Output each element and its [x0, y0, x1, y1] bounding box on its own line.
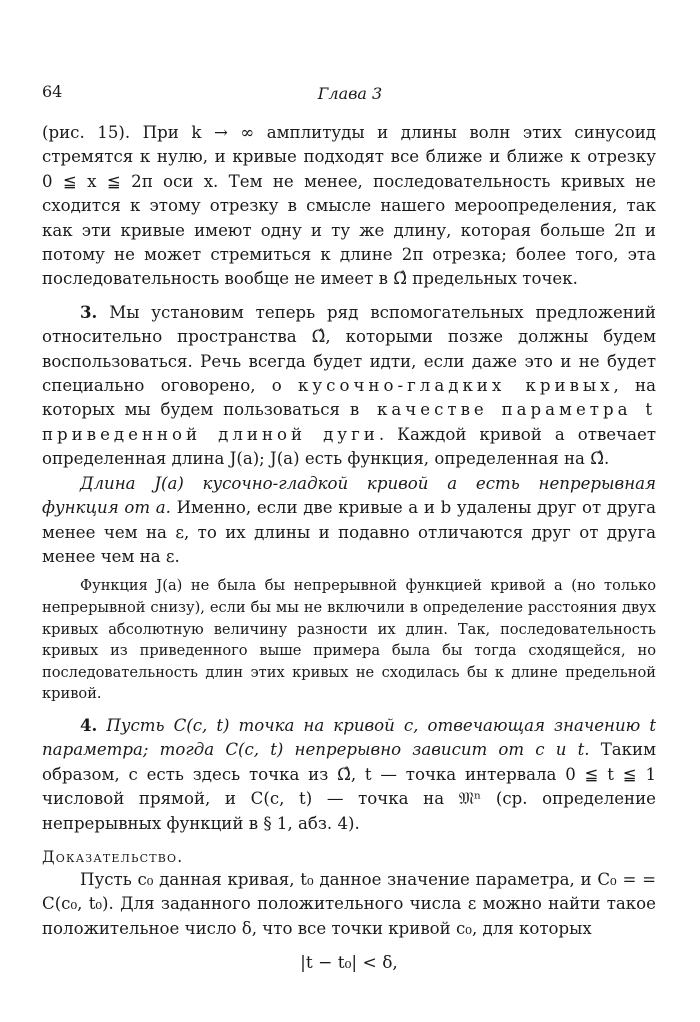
paragraph-1: (рис. 15). При k → ∞ амплитуды и длины волн этих синусоид стремятся к нулю, и кривые подходят все ближе и ближе к отрезку 0 ≦ x ≦ 2π оси x. Тем не менее, последовательность кривых не сходится к этому отрезку в смысле нашего мероопределения, так как эти кривые имеют одну и ту же длину, которая больше 2π и потому не может стремиться к длине 2π отрезка; более того, эта последовательность вообще не имеет в Ω̂ предельных точек.	[42, 123, 656, 289]
spaced-phrase-1: кусочно-гладких кривых	[298, 376, 614, 396]
proposition-explanation: Таким образом, c есть здесь точка из Ω̂, t — точка интервала 0 ≦ t ≦ 1 числовой прямой, и C(c, t) — точка на 𝔐ⁿ (ср. определение непрерывных функций в § 1, абз. 4).	[42, 740, 656, 833]
theorem-length-continuity	[42, 472, 656, 570]
section-number-3: 3.	[80, 301, 98, 322]
formula: |t − t₀| < δ,	[300, 953, 398, 974]
page-number: 64	[42, 82, 63, 101]
chapter-title: Глава 3	[317, 84, 383, 103]
remark-small-print: Функция J(a) не была бы непрерывной функцией кривой a (но только непрерывной снизу), если бы мы не включили в определение расстояния двух кривых абсолютную величину разности их длин. Так, последовательность кривых из приведенного выше примера была бы тогда сходящейся, но последовательность длин этих кривых не сходилась бы к длине предельной кривой.	[42, 577, 656, 703]
proposition-statement: Пусть C(c, t) точка на кривой c, отвечающая значению t параметра; тогда C(c, t) непрерывно зависит от c и t.	[42, 715, 656, 760]
proof-label: Доказательство.	[42, 847, 184, 866]
proof-text: Пусть c₀ данная кривая, t₀ данное значение параметра, и C₀ = = C(c₀, t₀). Для заданного положительного числа ε можно найти такое положительное число δ, что все точки кривой c₀, для которых	[42, 869, 656, 938]
section-number-4: 4.	[80, 714, 98, 735]
theorem-explanation: Именно, если две кривые a и b удалены друг от друга менее чем на ε, то их длины и подавно отличаются друг от друга менее чем на ε.	[42, 498, 656, 566]
paragraph-3	[42, 300, 656, 472]
paragraph-3-text-3: . Каждой кривой a отвечает определенная длина J(a); J(a) есть функция, определенная на Ω̂.	[42, 424, 656, 469]
spaced-phrase-2: в качестве параметра t приведенной длиной дуги	[42, 400, 657, 444]
paragraph-4	[42, 713, 656, 836]
page-header	[42, 82, 656, 101]
paragraph-3-text: Мы установим теперь ряд вспомогательных предложений относительно пространства Ω̂, которыми позже должны будем воспользоваться. Речь всегда будет идти, если даже это и не будет специально оговорено, о	[42, 302, 656, 396]
paragraph-3-text-2: , на которых мы будем пользоваться	[42, 376, 656, 420]
theorem-statement: Длина J(a) кусочно-гладкой кривой a есть непрерывная функция от a.	[42, 473, 656, 518]
